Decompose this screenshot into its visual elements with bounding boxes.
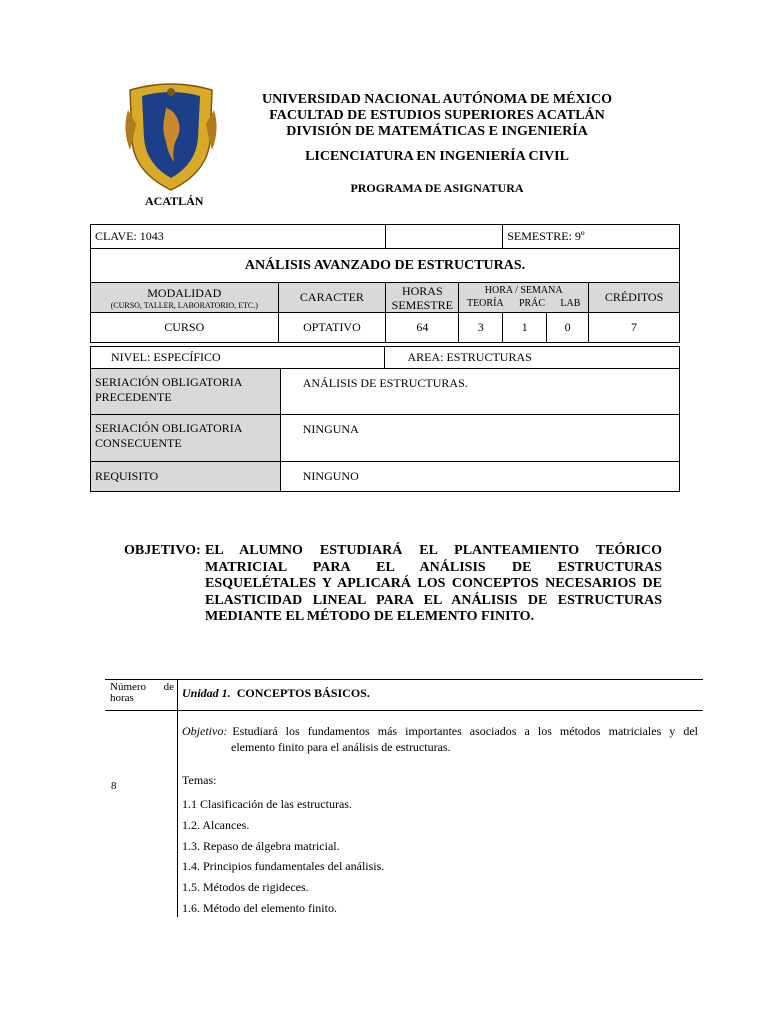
lab-header: LAB bbox=[560, 297, 581, 309]
unit-objective-text: Estudiará los fundamentos más importantes asociados a los métodos matriciales y del bbox=[232, 724, 698, 738]
university-name: UNIVERSIDAD NACIONAL AUTÓNOMA DE MÉXICO bbox=[261, 92, 613, 107]
prac-header: PRÁC bbox=[518, 297, 546, 309]
unit-hours: 8 bbox=[111, 780, 117, 792]
course-objective bbox=[124, 543, 662, 626]
list-item: 1.2. Alcances. bbox=[182, 817, 250, 832]
seriacion-cons-line1: SERIACIÓN OBLIGATORIA bbox=[95, 421, 243, 435]
list-item: 1.6. Método del elemento finito. bbox=[182, 900, 337, 915]
course-title: ANÁLISIS AVANZADO DE ESTRUCTURAS. bbox=[91, 249, 680, 283]
modalidad-value: CURSO bbox=[91, 313, 279, 343]
unit-heading bbox=[182, 686, 370, 701]
unit-mid-rule bbox=[105, 710, 703, 711]
modalidad-header bbox=[91, 283, 279, 313]
horas-header-label: HORAS bbox=[401, 283, 443, 298]
seriacion-consecuente-label bbox=[91, 415, 281, 462]
hours-header-line2: horas bbox=[110, 692, 134, 704]
unit-divider bbox=[177, 679, 178, 917]
unit-objective bbox=[182, 723, 698, 755]
list-item: 1.3. Repaso de álgebra matricial. bbox=[182, 838, 340, 853]
creditos-header: CRÉDITOS bbox=[589, 283, 680, 313]
course-info-table bbox=[90, 224, 680, 343]
unam-crest-logo bbox=[122, 80, 220, 192]
requisito-value: NINGUNO bbox=[280, 462, 679, 492]
topics-list bbox=[182, 794, 384, 919]
hora-semana-header bbox=[459, 283, 589, 313]
faculty-name: FACULTAD DE ESTUDIOS SUPERIORES ACATLÁN bbox=[269, 108, 605, 123]
list-item: 1.4. Principios fundamentales del análisis. bbox=[182, 859, 385, 874]
horas-value: 64 bbox=[386, 313, 459, 343]
seriacion-prec-line2: PRECEDENTE bbox=[95, 390, 172, 404]
seriation-table bbox=[90, 346, 680, 369]
list-item: 1.5. Métodos de rigideces. bbox=[182, 880, 309, 895]
nivel: NIVEL: ESPECÍFICO bbox=[91, 347, 385, 369]
hours-header-line1: Número de bbox=[110, 681, 174, 693]
unit-objective-text-2: elemento finito para el análisis de estructuras. bbox=[231, 740, 451, 754]
horas-header bbox=[386, 283, 459, 313]
objective-label: OBJETIVO: bbox=[124, 543, 201, 558]
unit-title: CONCEPTOS BÁSICOS. bbox=[236, 686, 370, 700]
seriacion-precedente-value: ANÁLISIS DE ESTRUCTURAS. bbox=[280, 369, 679, 415]
caracter-header: CARACTER bbox=[278, 283, 386, 313]
unit-objective-label: Objetivo: bbox=[182, 724, 228, 738]
semestre-header-label: SEMESTRE bbox=[391, 297, 453, 312]
creditos-value: 7 bbox=[589, 313, 680, 343]
topics-label: Temas: bbox=[182, 773, 217, 787]
seriacion-precedente-label bbox=[91, 369, 281, 415]
unit-top-rule bbox=[105, 679, 703, 680]
modalidad-header-sub: (CURSO, TALLER, LABORATORIO, ETC.) bbox=[110, 300, 258, 310]
program-title: PROGRAMA DE ASIGNATURA bbox=[350, 181, 524, 195]
modalidad-header-label: MODALIDAD bbox=[147, 285, 222, 300]
area: AREA: ESTRUCTURAS bbox=[385, 347, 680, 369]
empty-cell bbox=[386, 225, 503, 249]
unit-label: Unidad 1. bbox=[182, 686, 231, 700]
seriacion-consecuente-value: NINGUNA bbox=[280, 415, 679, 462]
requirements-table bbox=[90, 368, 680, 492]
list-item: 1.1 Clasificación de las estructuras. bbox=[182, 797, 352, 811]
course-semester: SEMESTRE: 9º bbox=[503, 225, 680, 249]
seriacion-prec-line1: SERIACIÓN OBLIGATORIA bbox=[95, 375, 243, 389]
degree-name: LICENCIATURA EN INGENIERÍA CIVIL bbox=[305, 149, 569, 164]
caracter-value: OPTATIVO bbox=[278, 313, 386, 343]
course-code: CLAVE: 1043 bbox=[91, 225, 386, 249]
division-name: DIVISIÓN DE MATEMÁTICAS E INGENIERÍA bbox=[286, 124, 588, 139]
teoria-header: TEORÍA bbox=[466, 297, 504, 309]
seriacion-cons-line2: CONSECUENTE bbox=[95, 436, 182, 450]
objective-text: EL ALUMNO ESTUDIARÁ EL PLANTEAMIENTO TEÓRICO MATRICIAL PARA EL ANÁLISIS DE ESTRUCTURAS ESQUELÉTALES Y APLICARÁ LOS CONCEPTOS NECESARIOS DE ELASTICIDAD LINEAL PARA EL ANÁLISIS DE ESTRUCTURAS MEDIANTE EL MÉTODO DE ELEMENTO FINITO. bbox=[205, 543, 662, 624]
requisito-label: REQUISITO bbox=[91, 462, 281, 492]
prac-value: 1 bbox=[503, 313, 547, 343]
teoria-value: 3 bbox=[459, 313, 503, 343]
campus-name: ACATLÁN bbox=[145, 194, 204, 208]
lab-value: 0 bbox=[547, 313, 589, 343]
hora-semana-label: HORA / SEMANA bbox=[484, 284, 563, 296]
